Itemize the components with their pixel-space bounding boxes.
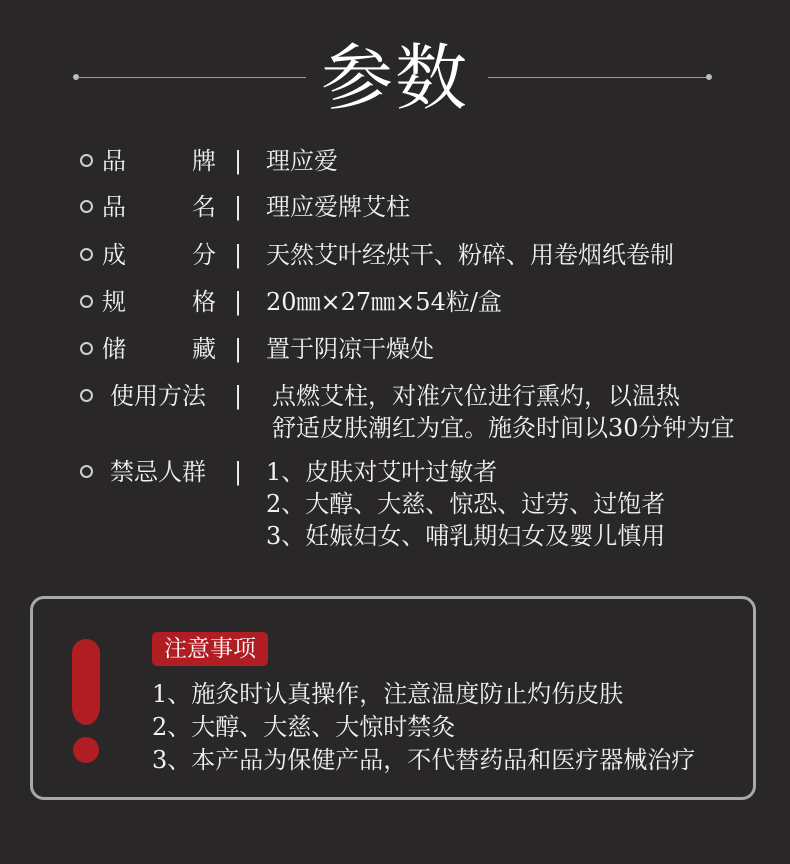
spec-key-char: 品: [102, 147, 126, 175]
spec-key-char: 品: [102, 193, 126, 221]
title-dot-right: [706, 74, 712, 80]
page-title: 参数: [320, 36, 469, 120]
circle-bullet-icon: [80, 248, 93, 261]
spec-value-line: 20㎜×27㎜×54粒/盒: [266, 288, 502, 316]
spec-value-line: 舒适皮肤潮红为宜。施灸时间以30分钟为宜: [272, 414, 735, 442]
exclamation-dot-icon: [73, 737, 99, 763]
spec-key: [102, 145, 216, 177]
spec-value-line: 点燃艾柱，对准穴位进行熏灼，以温热: [272, 382, 680, 410]
spec-key: 使用方法: [110, 382, 206, 410]
spec-key-char: 分: [192, 241, 216, 269]
spec-key-char: 格: [192, 288, 216, 316]
spec-value: [266, 239, 674, 271]
circle-bullet-icon: [80, 295, 93, 308]
spec-value-line: 理应爱牌艾柱: [266, 193, 410, 221]
notice-line: 2、大醇、大慈、大惊时禁灸: [152, 713, 456, 741]
spec-key: [102, 333, 216, 365]
spec-key: 禁忌人群: [110, 458, 206, 486]
spec-separator: |: [234, 193, 243, 221]
circle-bullet-icon: [80, 154, 93, 167]
spec-separator: |: [234, 241, 243, 269]
notice-tag: 注意事项: [152, 632, 268, 666]
spec-value: [266, 191, 410, 223]
spec-separator: |: [234, 288, 243, 316]
spec-key: [102, 239, 216, 271]
spec-value: [266, 286, 502, 318]
spec-separator: |: [234, 382, 243, 410]
circle-bullet-icon: [80, 200, 93, 213]
spec-value: [266, 456, 665, 552]
spec-value-line: 2、大醇、大慈、惊恐、过劳、过饱者: [266, 490, 666, 518]
spec-value-line: 置于阴凉干燥处: [266, 335, 434, 363]
spec-separator: |: [234, 147, 243, 175]
circle-bullet-icon: [80, 465, 93, 478]
notice-line: 1、施灸时认真操作，注意温度防止灼伤皮肤: [152, 680, 624, 708]
spec-key: [102, 286, 216, 318]
title-row: [0, 28, 790, 128]
spec-value-line: 天然艾叶经烘干、粉碎、用卷烟纸卷制: [266, 241, 674, 269]
circle-bullet-icon: [80, 389, 93, 402]
title-divider-right: [488, 77, 710, 78]
spec-key-char: 规: [102, 288, 126, 316]
spec-key-char: 名: [192, 193, 216, 221]
spec-separator: |: [234, 335, 243, 363]
spec-value: [272, 380, 735, 444]
spec-key-char: 成: [102, 241, 126, 269]
spec-value: [266, 145, 338, 177]
spec-value-line: 理应爱: [266, 147, 338, 175]
circle-bullet-icon: [80, 342, 93, 355]
spec-value-line: 1、皮肤对艾叶过敏者: [266, 458, 498, 486]
spec-key-char: 储: [102, 335, 126, 363]
spec-key: [102, 191, 216, 223]
spec-value: [266, 333, 434, 365]
spec-key-char: 牌: [192, 147, 216, 175]
notice-line: 3、本产品为保健产品，不代替药品和医疗器械治疗: [152, 746, 696, 774]
exclamation-icon: [72, 639, 100, 725]
spec-key-char: 藏: [192, 335, 216, 363]
spec-value-line: 3、妊娠妇女、哺乳期妇女及婴儿慎用: [266, 522, 666, 550]
spec-separator: |: [234, 458, 243, 486]
